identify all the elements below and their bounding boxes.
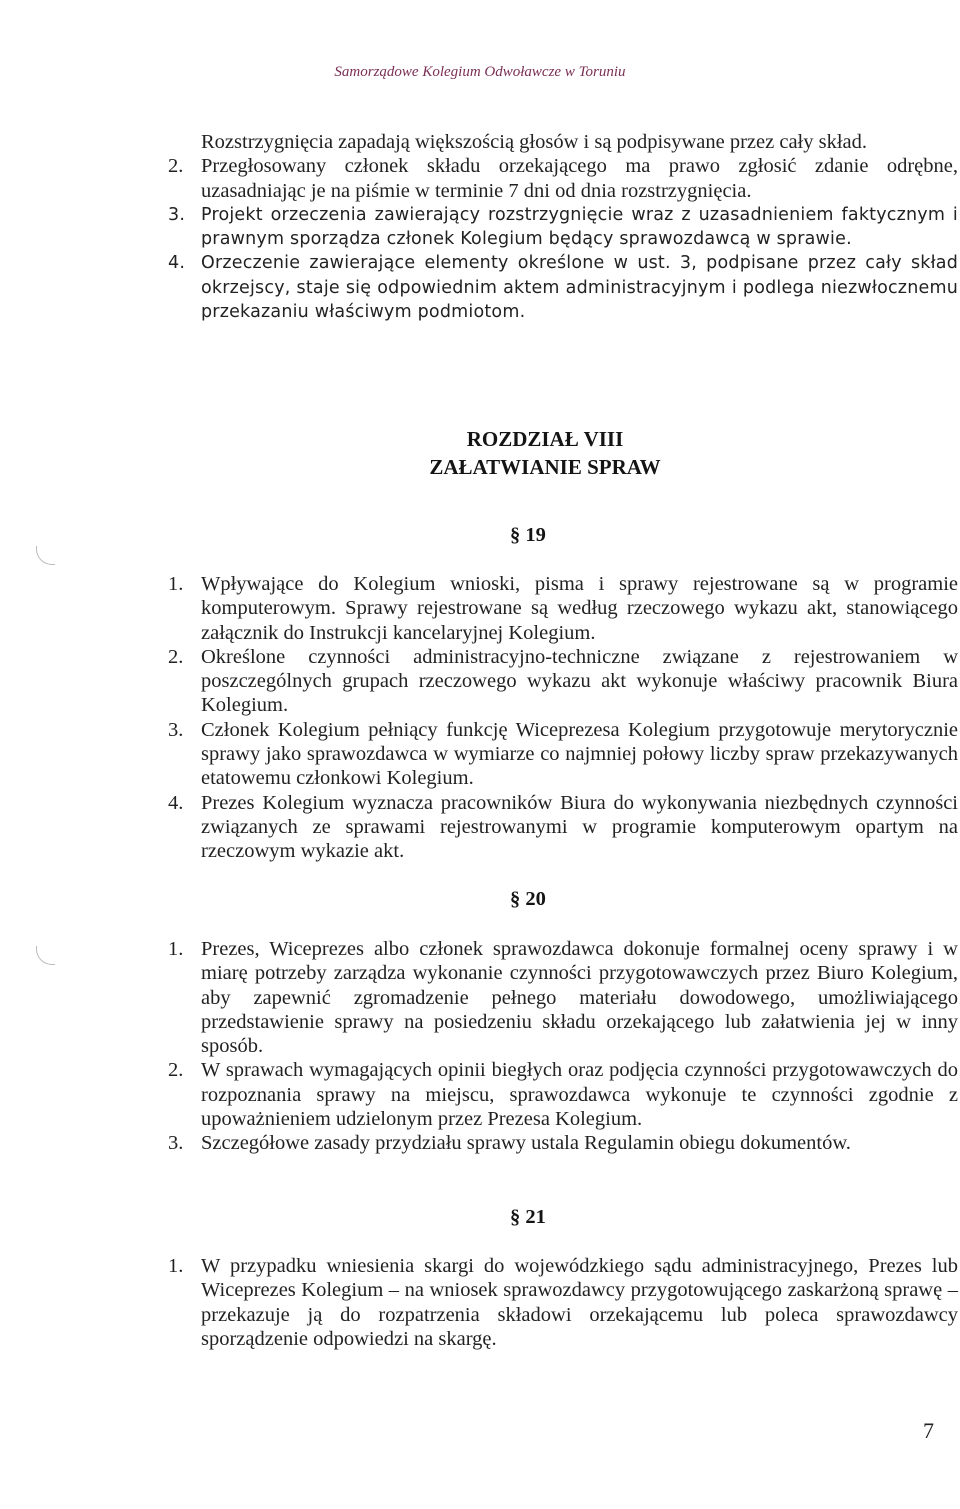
item-number: 1. <box>168 938 184 960</box>
item-number: 2. <box>168 155 184 178</box>
page-header: Samorządowe Kolegium Odwoławcze w Toruniu <box>334 64 626 80</box>
chapter-heading <box>0 425 960 481</box>
scan-mark <box>36 546 55 565</box>
item-number: 2. <box>168 645 184 668</box>
section-20-block <box>160 937 958 1156</box>
item-text: Określone czynności administracyjno-techniczne związane z rejestrowaniem w poszczególnych grupach rzeczowego wykazu akt wykonuje właściwy pracownik Biura Kolegium. <box>201 645 958 717</box>
item-text: Przegłosowany członek składu orzekającego ma prawo zgłosić zdanie odrębne, uzasadniając je na piśmie w terminie 7 dni od dnia rozstrzygnięcia. <box>201 155 958 202</box>
item-number: 4. <box>168 791 184 814</box>
intro-item <box>160 154 958 203</box>
list-item <box>160 1131 958 1155</box>
chapter-number: ROZDZIAŁ VIII <box>466 427 624 451</box>
section-21-block <box>160 1254 958 1351</box>
item-number: 2. <box>168 1059 184 1082</box>
item-number: 1. <box>168 573 184 595</box>
list-item <box>160 1058 958 1131</box>
section-heading: § 20 <box>510 888 546 910</box>
section-19-block <box>160 572 958 864</box>
item-text: W przypadku wniesienia skargi do wojewódzkiego sądu administracyjnego, Prezes lub Wiceprezes Kolegium – na wniosek sprawozdawcy przygotowującego zaskarżoną sprawę – przekazuje ją do rozpatrzenia składowi orzekającemu lub poleca sprawozdawcy sporządzenie odpowiedzi na skargę. <box>201 1255 958 1350</box>
list-item <box>160 791 958 864</box>
intro-item <box>160 203 958 252</box>
item-text: Wpływające do Kolegium wnioski, pisma i sprawy rejestrowane są w programie komputerowym. Sprawy rejestrowane są według rzeczowego wykazu akt, stanowiącego załącznik do Instrukcji kancelaryjnej Kolegium. <box>201 573 958 644</box>
page-number: 7 <box>923 1418 934 1443</box>
item-text: W sprawach wymagających opinii biegłych oraz podjęcia czynności przygotowawczych do rozpoznania sprawy na miejscu, sprawozdawca wykonuje te czynności zgodnie z upoważnieniem udzielonym przez Prezesa Kolegium. <box>201 1059 958 1131</box>
list-item <box>160 572 958 645</box>
intro-continuation: Rozstrzygnięcia zapadają większością głosów i są podpisywane przez cały skład. <box>201 131 868 153</box>
list-item <box>160 718 958 791</box>
intro-item <box>160 251 958 324</box>
list-item <box>160 645 958 718</box>
item-text: Członek Kolegium pełniący funkcję Wiceprezesa Kolegium przygotowuje merytorycznie sprawy jako sprawozdawca w wymiarze co najmniej połowy liczby spraw przekazywanych etatowemu członkowi Kolegium. <box>201 718 958 790</box>
item-number: 3. <box>168 718 184 741</box>
section-heading: § 21 <box>510 1206 546 1228</box>
intro-block <box>160 130 958 324</box>
item-text: Projekt orzeczenia zawierający rozstrzygnięcie wraz z uzasadnieniem faktycznym i prawnym sporządza członek Kolegium będący sprawozdawcą w sprawie. <box>201 204 958 250</box>
item-text: Prezes, Wiceprezes albo członek sprawozdawca dokonuje formalnej oceny sprawy i w miarę potrzeby zarządza wykonanie czynności przygotowawczych przez Biuro Kolegium, aby zapewnić zgromadzenie pełnego materiału dowodowego, umożliwiającego przedstawienie sprawy na posiedzeniu składu orzekającego lub załatwienia jej w inny sposób. <box>201 938 958 1058</box>
item-text: Prezes Kolegium wyznacza pracowników Biura do wykonywania niezbędnych czynności związanych ze sprawami rejestrowanymi w programie komputerowym opartym na rzeczowym wykazie akt. <box>201 791 958 863</box>
section-heading: § 19 <box>510 524 546 546</box>
item-text: Szczegółowe zasady przydziału sprawy ustala Regulamin obiegu dokumentów. <box>201 1132 851 1155</box>
item-text: Orzeczenie zawierające elementy określone w ust. 3, podpisane przez cały skład okrzejscy, staje się odpowiednim aktem administracyjnym i podlega niezwłocznemu przekazaniu właściwym podmiotom. <box>201 253 958 323</box>
list-item <box>160 937 958 1058</box>
scan-mark <box>36 946 55 965</box>
list-item <box>160 1254 958 1351</box>
chapter-title: ZAŁATWIANIE SPRAW <box>429 455 661 479</box>
item-number: 1. <box>168 1255 184 1277</box>
item-number: 3. <box>168 1132 184 1155</box>
item-number: 4. <box>168 253 186 274</box>
item-number: 3. <box>168 204 186 225</box>
